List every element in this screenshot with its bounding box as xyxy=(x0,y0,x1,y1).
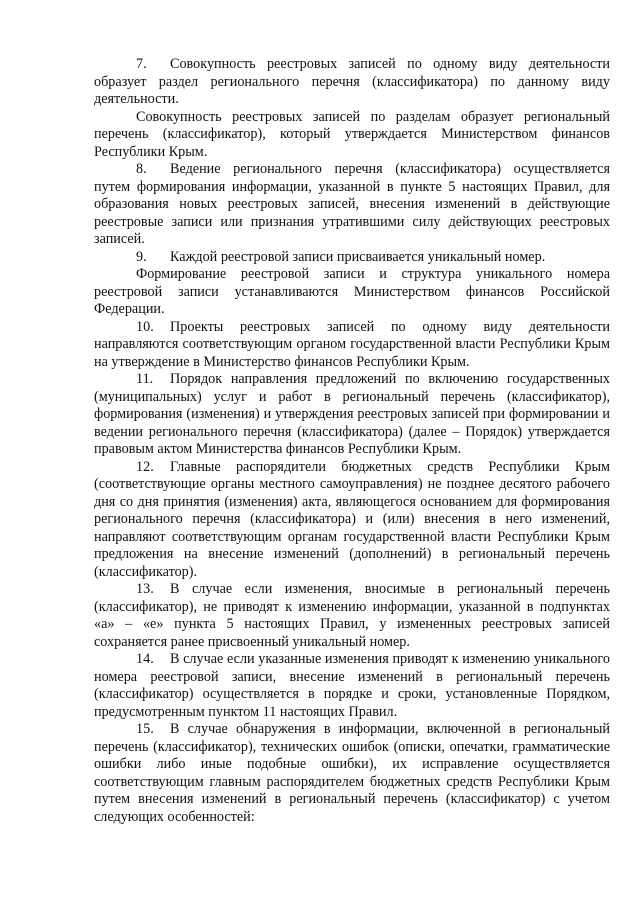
paragraph-text: Ведение регионального перечня (классификатора) осуществляется путем формирования информации, указанной в пункте 5 настоящих Правил, для образования новых реестровых записей, внесения изменений в действующие реестровые записи или признания утратившими силу действующих реестровых записей. xyxy=(94,161,610,247)
paragraph-text: В случае обнаружения в информации, включенной в региональный перечень (классификатор), технических ошибок (описки, опечатки, грамматические ошибки либо иные подобные ошибки), их исправление осуществляется соответствующим главным распорядителем бюджетных средств Республики Крым путем внесения изменений в региональный перечень (классификатор) с учетом следующих особенностей: xyxy=(94,721,610,825)
paragraph-text: В случае если изменения, вносимые в региональный перечень (классификатор), не приводят к изменению информации, указанной в подпунктах «а» – «е» пункта 5 настоящих Правил, у измененных реестровых записей сохраняется ранее присвоенный уникальный номер. xyxy=(94,581,610,650)
paragraph-text: Порядок направления предложений по включению государственных (муниципальных) услуг и работ в региональный перечень (классификатор), формирования (изменения) и утверждения реестровых записей при формировании и ведении регионального перечня (классификатора) (далее – Порядок) утверждается правовым актом Министерства финансов Республики Крым. xyxy=(94,371,610,457)
paragraph-number: 12. xyxy=(136,458,154,475)
paragraph-7 xyxy=(94,56,610,109)
paragraph-number: 9. xyxy=(136,248,147,265)
paragraph-number: 8. xyxy=(136,161,147,177)
paragraph-8 xyxy=(94,161,610,249)
paragraph-9-continued xyxy=(94,266,610,319)
paragraph-10 xyxy=(94,319,610,372)
paragraph-number: 15. xyxy=(136,721,154,737)
paragraph-7-continued xyxy=(94,109,610,162)
paragraph-9 xyxy=(94,249,610,267)
paragraph-14 xyxy=(94,651,610,721)
paragraph-number: 10. xyxy=(136,318,154,335)
paragraph-15 xyxy=(94,721,610,826)
paragraph-text: Проекты реестровых записей по одному виду деятельности направляются соответствующим органом государственной власти Республики Крым на утверждение в Министерство финансов Республики Крым. xyxy=(94,318,610,370)
paragraph-number: 7. xyxy=(136,56,147,72)
paragraph-11 xyxy=(94,371,610,459)
paragraph-13 xyxy=(94,581,610,651)
paragraph-text: Совокупность реестровых записей по одному виду деятельности образует раздел регионального перечня (классификатора) по данному виду деятельности. xyxy=(94,56,610,107)
paragraph-number: 13. xyxy=(136,581,154,597)
paragraph-12 xyxy=(94,459,610,582)
paragraph-number: 11. xyxy=(136,371,154,387)
paragraph-text: Главные распорядители бюджетных средств Республики Крым (соответствующие органы местного самоуправления) не позднее десятого рабочего дня со дня принятия (изменения) акта, являющегося основанием для формирования регионального перечня (классификатора) и (или) внесения в него изменений, направляют соответствующим органам государственной власти Республики Крым предложения на внесение изменений (дополнений) в региональный перечень (классификатор). xyxy=(94,458,610,580)
paragraph-text: Совокупность реестровых записей по разделам образует региональный перечень (классификатор), который утверждается Министерством финансов Республики Крым. xyxy=(94,108,610,160)
paragraph-text: Формирование реестровой записи и структура уникального номера реестровой записи устанавливаются Министерством финансов Российской Федерации. xyxy=(94,266,610,317)
paragraph-text: Каждой реестровой записи присваивается уникальный номер. xyxy=(170,248,546,265)
paragraph-number: 14. xyxy=(136,651,154,667)
paragraph-text: В случае если указанные изменения приводят к изменению уникального номера реестровой записи, внесение изменений в региональный перечень (классификатор) осуществляется в порядке и сроки, установленные Порядком, предусмотренным пунктом 11 настоящих Правил. xyxy=(94,651,610,720)
